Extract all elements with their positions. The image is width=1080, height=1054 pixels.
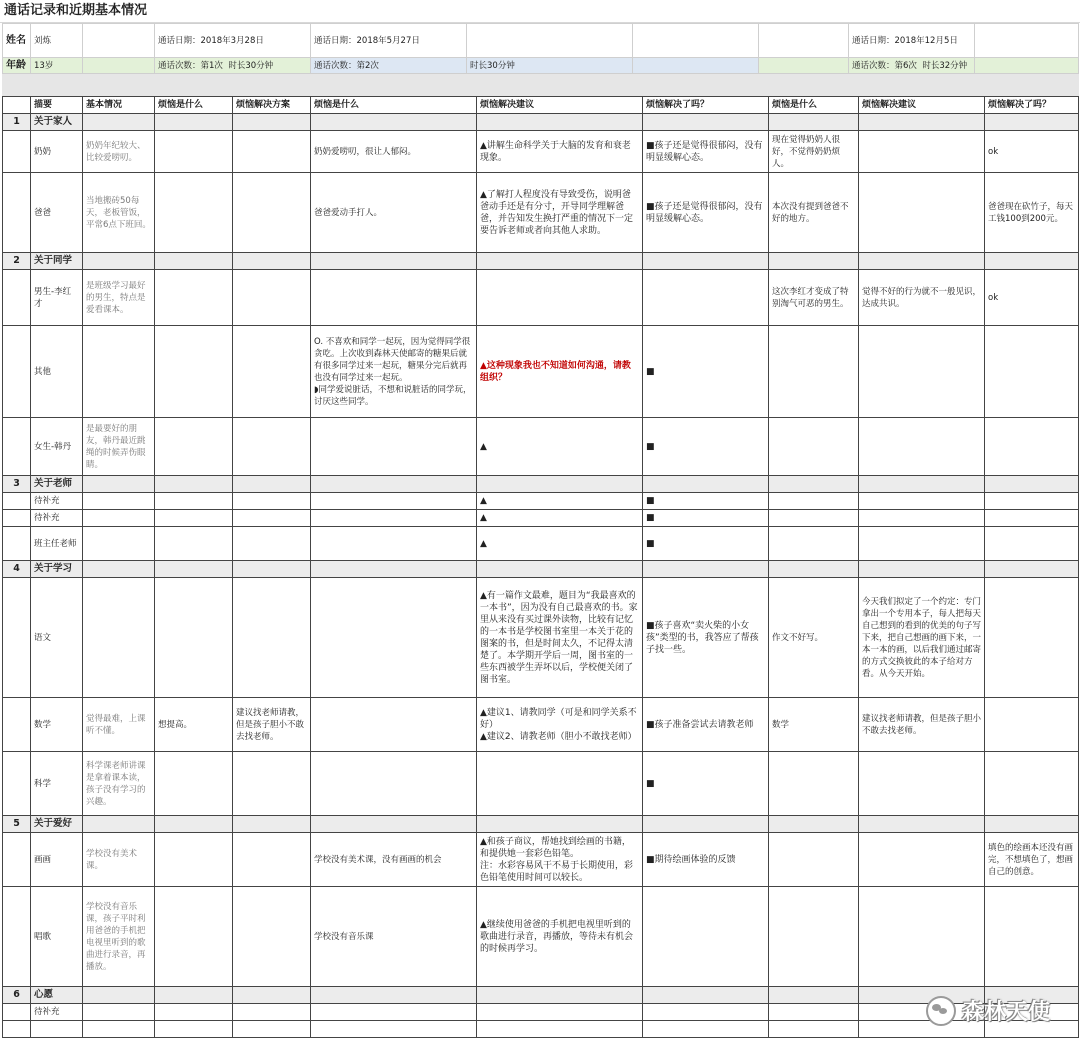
cell-solution1[interactable] <box>233 173 311 253</box>
cell-trouble6[interactable]: 作文不好写。 <box>769 578 859 698</box>
table-row <box>3 173 1079 253</box>
age-label: 年龄 <box>3 58 31 74</box>
table-row <box>3 1004 1079 1021</box>
age-value[interactable]: 13岁 <box>31 58 83 74</box>
table-row <box>3 752 1079 816</box>
cell-trouble1[interactable] <box>155 131 233 173</box>
cell-advice6[interactable]: 觉得不好的行为就不一般见识，达成共识。 <box>859 270 985 326</box>
cell-trouble2[interactable]: 学校没有音乐课 <box>311 887 477 987</box>
table-row <box>3 887 1079 987</box>
row-item[interactable]: 待补充 <box>31 1004 83 1021</box>
cell-advice2[interactable]: ▲有一篇作文最难，题目为“我最喜欢的一本书”，因为没有自己最喜欢的书。家里从来没有买过课外读物，比较有记忆的一本书是学校图书室里一本关于花的图案的书，但是时间太久，不记得太清楚了。本学期开学后一周，图书室的一些东西被学生弄坏以后，学校便关闭了图书室。 <box>477 578 643 698</box>
cell-basic[interactable]: 科学课老师讲课是拿着课本读，孩子没有学习的兴趣。 <box>83 752 155 816</box>
cell-basic[interactable]: 奶奶年纪较大、比较爱唠叨。 <box>83 131 155 173</box>
cell-solved6[interactable] <box>985 698 1079 752</box>
cell-advice2[interactable]: ▲ <box>477 510 643 527</box>
section-number[interactable]: 2 <box>3 253 31 270</box>
cell-trouble2[interactable]: O. 不喜欢和同学一起玩，因为觉得同学很贪吃。上次收到森林天使邮寄的糖果后就有很多同学过来一起玩，糖果分完后就再也没有同学过来一起玩。 ◗同学爱说脏话，不想和说脏话的同学玩，讨厌这些同学。 <box>311 326 477 418</box>
cell-trouble2[interactable]: 学校没有美术课，没有画画的机会 <box>311 833 477 887</box>
cell-trouble2[interactable] <box>311 270 477 326</box>
cell-solution1[interactable] <box>233 493 311 510</box>
cell-basic[interactable] <box>83 493 155 510</box>
cell-trouble1[interactable] <box>155 578 233 698</box>
cell-solved6[interactable] <box>985 326 1079 418</box>
cell-trouble2[interactable] <box>311 698 477 752</box>
section-name[interactable]: 关于老师 <box>31 476 83 493</box>
cell-solution1[interactable] <box>233 131 311 173</box>
cell-trouble1[interactable] <box>155 326 233 418</box>
cell-solution1[interactable] <box>233 1021 311 1038</box>
column-header[interactable]: 烦恼是什么 <box>769 97 859 114</box>
section-row <box>3 476 1079 493</box>
cell-advice2[interactable]: ▲讲解生命科学关于大脑的发育和衰老现象。 <box>477 131 643 173</box>
section-row <box>3 987 1079 1004</box>
cell-solution1[interactable] <box>233 833 311 887</box>
cell-trouble6[interactable] <box>769 1004 859 1021</box>
cell-basic[interactable]: 是最要好的朋友，韩丹最近跳绳的时候弄伤眼睛。 <box>83 418 155 476</box>
cell-advice2[interactable] <box>477 752 643 816</box>
cell-basic[interactable]: 学校没有美术课。 <box>83 833 155 887</box>
cell-advice6[interactable] <box>859 131 985 173</box>
cell-solved2[interactable]: ■孩子喜欢“卖火柴的小女孩”类型的书，我答应了帮孩子找一些。 <box>643 578 769 698</box>
table-row <box>3 1021 1079 1038</box>
cell-trouble6[interactable]: 这次李红才变成了特别淘气可恶的男生。 <box>769 270 859 326</box>
cell-solved2[interactable] <box>643 1004 769 1021</box>
info-header-table <box>2 23 1079 96</box>
cell-solved2[interactable]: ■孩子还是觉得很郁闷，没有明显缓解心态。 <box>643 131 769 173</box>
cell-solved2[interactable]: ■孩子还是觉得很郁闷，没有明显缓解心态。 <box>643 173 769 253</box>
cell-solved2[interactable]: ■ <box>643 510 769 527</box>
cell-solved6[interactable]: ok <box>985 270 1079 326</box>
table-row <box>3 270 1079 326</box>
cell-solved6[interactable]: ok <box>985 131 1079 173</box>
cell-solved6[interactable] <box>985 493 1079 510</box>
cell-trouble6[interactable] <box>769 510 859 527</box>
cell-solved6[interactable] <box>985 510 1079 527</box>
cell-advice6[interactable] <box>859 326 985 418</box>
column-header[interactable]: 烦恼解决建议 <box>477 97 643 114</box>
cell-advice6[interactable] <box>859 527 985 561</box>
wechat-logo-icon <box>926 996 956 1026</box>
cell-trouble6[interactable] <box>769 493 859 510</box>
call1-count: 通话次数：第1次 <box>158 60 223 71</box>
row-item[interactable]: 男生-李红才 <box>31 270 83 326</box>
row-item[interactable]: 科学 <box>31 752 83 816</box>
cell-basic[interactable]: 是班级学习最好的男生，特点是爱看课本。 <box>83 270 155 326</box>
table-row <box>3 418 1079 476</box>
cell-trouble6[interactable] <box>769 1021 859 1038</box>
cell-basic[interactable]: 觉得最难，上课听不懂。 <box>83 698 155 752</box>
cell-trouble2[interactable]: 爸爸爱动手打人。 <box>311 173 477 253</box>
call6-duration: 时长32分钟 <box>922 60 968 71</box>
cell-advice2[interactable]: ▲和孩子商议，帮她找到绘画的书籍，和提供她一套彩色铅笔。 注：水彩容易风干不易于长期使用，彩色铅笔使用时间可以较长。 <box>477 833 643 887</box>
column-header[interactable]: 基本情况 <box>83 97 155 114</box>
call1-duration: 时长30分钟 <box>228 60 274 71</box>
cell-solution1[interactable]: 建议找老师请教，但是孩子胆小不敢去找老师。 <box>233 698 311 752</box>
column-header[interactable]: 描要 <box>31 97 83 114</box>
cell-solved2[interactable]: ■ <box>643 326 769 418</box>
table-row <box>3 698 1079 752</box>
call6-count: 通话次数：第6次 <box>852 60 917 71</box>
cell-advice6[interactable] <box>859 418 985 476</box>
cell-advice6[interactable] <box>859 752 985 816</box>
cell-advice6[interactable] <box>859 173 985 253</box>
cell-advice2[interactable] <box>477 270 643 326</box>
cell-basic[interactable] <box>83 510 155 527</box>
section-number[interactable]: 3 <box>3 476 31 493</box>
cell-trouble6[interactable] <box>769 887 859 987</box>
table-row <box>3 131 1079 173</box>
watermark <box>926 995 1050 1026</box>
cell-advice2[interactable]: ▲建议1、请教同学（可是和同学关系不好） ▲建议2、请教老师（胆小不敢找老师） <box>477 698 643 752</box>
cell-advice6[interactable] <box>859 887 985 987</box>
sheet-title: 通话记录和近期基本情况 <box>0 0 1080 23</box>
cell-trouble1[interactable] <box>155 833 233 887</box>
cell-trouble2[interactable] <box>311 1004 477 1021</box>
cell-trouble1[interactable] <box>155 270 233 326</box>
section-name[interactable]: 心愿 <box>31 987 83 1004</box>
cell-solved2[interactable]: ■ <box>643 752 769 816</box>
cell-solved6[interactable]: 填色的绘画本还没有画完，不想填色了，想画自己的创意。 <box>985 833 1079 887</box>
cell-advice6[interactable] <box>859 493 985 510</box>
cell-solved2[interactable]: ■ <box>643 527 769 561</box>
name-label: 姓名 <box>3 24 31 58</box>
cell-trouble1[interactable] <box>155 418 233 476</box>
call1-date[interactable]: 通话日期：2018年3月28日 <box>155 24 311 58</box>
cell-trouble6[interactable] <box>769 527 859 561</box>
cell-advice6[interactable]: 今天我们拟定了一个约定：专门拿出一个专用本子，每人把每天自己想到的看到的优美的句子写下来，把自己想画的画下来，一本一本的画，以后我们通过邮寄的方式交换彼此的本子给对方看。从今天开始。 <box>859 578 985 698</box>
main-table <box>2 96 1079 1038</box>
column-header[interactable]: 烦恼是什么 <box>155 97 233 114</box>
name-value[interactable]: 刘炼 <box>31 24 83 58</box>
section-row <box>3 561 1079 578</box>
row-item[interactable] <box>31 1021 83 1038</box>
cell-advice2[interactable] <box>477 1004 643 1021</box>
section-name[interactable]: 关于爱好 <box>31 816 83 833</box>
cell-solution1[interactable] <box>233 752 311 816</box>
column-header[interactable]: 烦恼是什么 <box>311 97 477 114</box>
cell-trouble1[interactable] <box>155 1021 233 1038</box>
cell-advice2[interactable]: ▲继续使用爸爸的手机把电视里听到的歌曲进行录音，再播放，等待未有机会的时候再学习。 <box>477 887 643 987</box>
section-number[interactable]: 5 <box>3 816 31 833</box>
table-row <box>3 578 1079 698</box>
cell-trouble2[interactable] <box>311 1021 477 1038</box>
cell-solution1[interactable] <box>233 1004 311 1021</box>
cell-basic[interactable]: 学校没有音乐课，孩子平时利用爸爸的手机把电视里听到的歌曲进行录音，再播放。 <box>83 887 155 987</box>
cell-trouble6[interactable] <box>769 418 859 476</box>
table-row <box>3 833 1079 887</box>
cell-basic[interactable] <box>83 578 155 698</box>
call6-date[interactable]: 通话日期：2018年12月5日 <box>849 24 975 58</box>
cell-trouble2[interactable] <box>311 493 477 510</box>
cell-basic[interactable] <box>83 1021 155 1038</box>
cell-solved2[interactable]: ■孩子准备尝试去请教老师 <box>643 698 769 752</box>
cell-solved2[interactable]: ■期待绘画体验的反馈 <box>643 833 769 887</box>
row-item[interactable]: 待补充 <box>31 493 83 510</box>
section-row <box>3 253 1079 270</box>
cell-trouble6[interactable]: 本次没有提到爸爸不好的地方。 <box>769 173 859 253</box>
cell-solved6[interactable] <box>985 527 1079 561</box>
cell-advice2[interactable] <box>477 1021 643 1038</box>
cell-trouble2[interactable] <box>311 418 477 476</box>
column-header[interactable]: 烦恼解决了吗？ <box>985 97 1079 114</box>
cell-trouble1[interactable]: 想提高。 <box>155 698 233 752</box>
cell-basic[interactable]: 当地搬砖50每天，老板管饭，平常6点下班回。 <box>83 173 155 253</box>
cell-solved6[interactable] <box>985 418 1079 476</box>
cell-advice2[interactable]: ▲ <box>477 418 643 476</box>
column-header[interactable]: 烦恼解决建议 <box>859 97 985 114</box>
cell-trouble2[interactable] <box>311 752 477 816</box>
row-item[interactable]: 数学 <box>31 698 83 752</box>
table-row <box>3 493 1079 510</box>
table-row <box>3 510 1079 527</box>
call2-duration: 时长30分钟 <box>467 58 633 74</box>
cell-advice6[interactable]: 建议找老师请教，但是孩子胆小不敢去找老师。 <box>859 698 985 752</box>
cell-solution1[interactable] <box>233 510 311 527</box>
section-name[interactable]: 关于同学 <box>31 253 83 270</box>
cell-trouble2[interactable]: 奶奶爱唠叨，很让人郁闷。 <box>311 131 477 173</box>
column-header-row <box>3 97 1079 114</box>
row-item[interactable]: 其他 <box>31 326 83 418</box>
cell-advice6[interactable] <box>859 510 985 527</box>
cell-advice2[interactable]: ▲ <box>477 527 643 561</box>
cell-trouble1[interactable] <box>155 527 233 561</box>
cell-trouble6[interactable] <box>769 326 859 418</box>
row-item[interactable]: 画画 <box>31 833 83 887</box>
cell-basic[interactable] <box>83 527 155 561</box>
column-header[interactable]: 烦恼解决了吗？ <box>643 97 769 114</box>
cell-trouble1[interactable] <box>155 493 233 510</box>
cell-advice2[interactable]: ▲ <box>477 493 643 510</box>
cell-solution1[interactable] <box>233 326 311 418</box>
watermark-text: 森林天使 <box>961 1000 1050 1025</box>
cell-solved2[interactable] <box>643 887 769 987</box>
section-number[interactable]: 4 <box>3 561 31 578</box>
cell-solved2[interactable] <box>643 1021 769 1038</box>
cell-trouble1[interactable] <box>155 173 233 253</box>
table-row <box>3 527 1079 561</box>
cell-solved2[interactable] <box>643 270 769 326</box>
section-name[interactable]: 关于学习 <box>31 561 83 578</box>
cell-basic[interactable] <box>83 326 155 418</box>
section-row <box>3 114 1079 131</box>
cell-trouble2[interactable] <box>311 578 477 698</box>
cell-trouble2[interactable] <box>311 510 477 527</box>
column-header[interactable] <box>3 97 31 114</box>
cell-trouble2[interactable] <box>311 527 477 561</box>
cell-solution1[interactable] <box>233 887 311 987</box>
section-row <box>3 816 1079 833</box>
cell-solution1[interactable] <box>233 270 311 326</box>
cell-solution1[interactable] <box>233 527 311 561</box>
call2-count: 通话次数：第2次 <box>311 58 467 74</box>
table-row <box>3 326 1079 418</box>
cell-basic[interactable] <box>83 1004 155 1021</box>
cell-solved6[interactable] <box>985 752 1079 816</box>
row-item[interactable]: 待补充 <box>31 510 83 527</box>
cell-solved2[interactable]: ■ <box>643 418 769 476</box>
row-item[interactable]: 爸爸 <box>31 173 83 253</box>
cell-advice6[interactable] <box>859 833 985 887</box>
row-item[interactable]: 语文 <box>31 578 83 698</box>
cell-solution1[interactable] <box>233 578 311 698</box>
cell-solved6[interactable] <box>985 578 1079 698</box>
row-item[interactable]: 唱歌 <box>31 887 83 987</box>
cell-trouble1[interactable] <box>155 752 233 816</box>
cell-solved6[interactable] <box>985 887 1079 987</box>
cell-solution1[interactable] <box>233 418 311 476</box>
row-item[interactable]: 奶奶 <box>31 131 83 173</box>
section-name[interactable]: 关于家人 <box>31 114 83 131</box>
row-item[interactable]: 班主任老师 <box>31 527 83 561</box>
cell-solved2[interactable]: ■ <box>643 493 769 510</box>
cell-advice2[interactable]: ▲了解打人程度没有导致受伤，说明爸爸动手还是有分寸，开导同学理解爸爸，并告知发生换打严重的情况下一定要告诉老师或者向其他人求助。 <box>477 173 643 253</box>
cell-trouble6[interactable]: 现在觉得奶奶人很好，不觉得奶奶烦人。 <box>769 131 859 173</box>
cell-trouble1[interactable] <box>155 887 233 987</box>
cell-advice2[interactable]: ▲这种现象我也不知道如何沟通，请教组织？ <box>477 326 643 418</box>
cell-solved6[interactable]: 爸爸现在砍竹子，每天工钱100到200元。 <box>985 173 1079 253</box>
row-item[interactable]: 女生-韩丹 <box>31 418 83 476</box>
cell-trouble1[interactable] <box>155 510 233 527</box>
cell-trouble6[interactable]: 数学 <box>769 698 859 752</box>
cell-trouble6[interactable] <box>769 833 859 887</box>
section-number[interactable]: 6 <box>3 987 31 1004</box>
cell-trouble6[interactable] <box>769 752 859 816</box>
cell-trouble1[interactable] <box>155 1004 233 1021</box>
section-number[interactable]: 1 <box>3 114 31 131</box>
call2-date[interactable]: 通话日期：2018年5月27日 <box>311 24 467 58</box>
column-header[interactable]: 烦恼解决方案 <box>233 97 311 114</box>
